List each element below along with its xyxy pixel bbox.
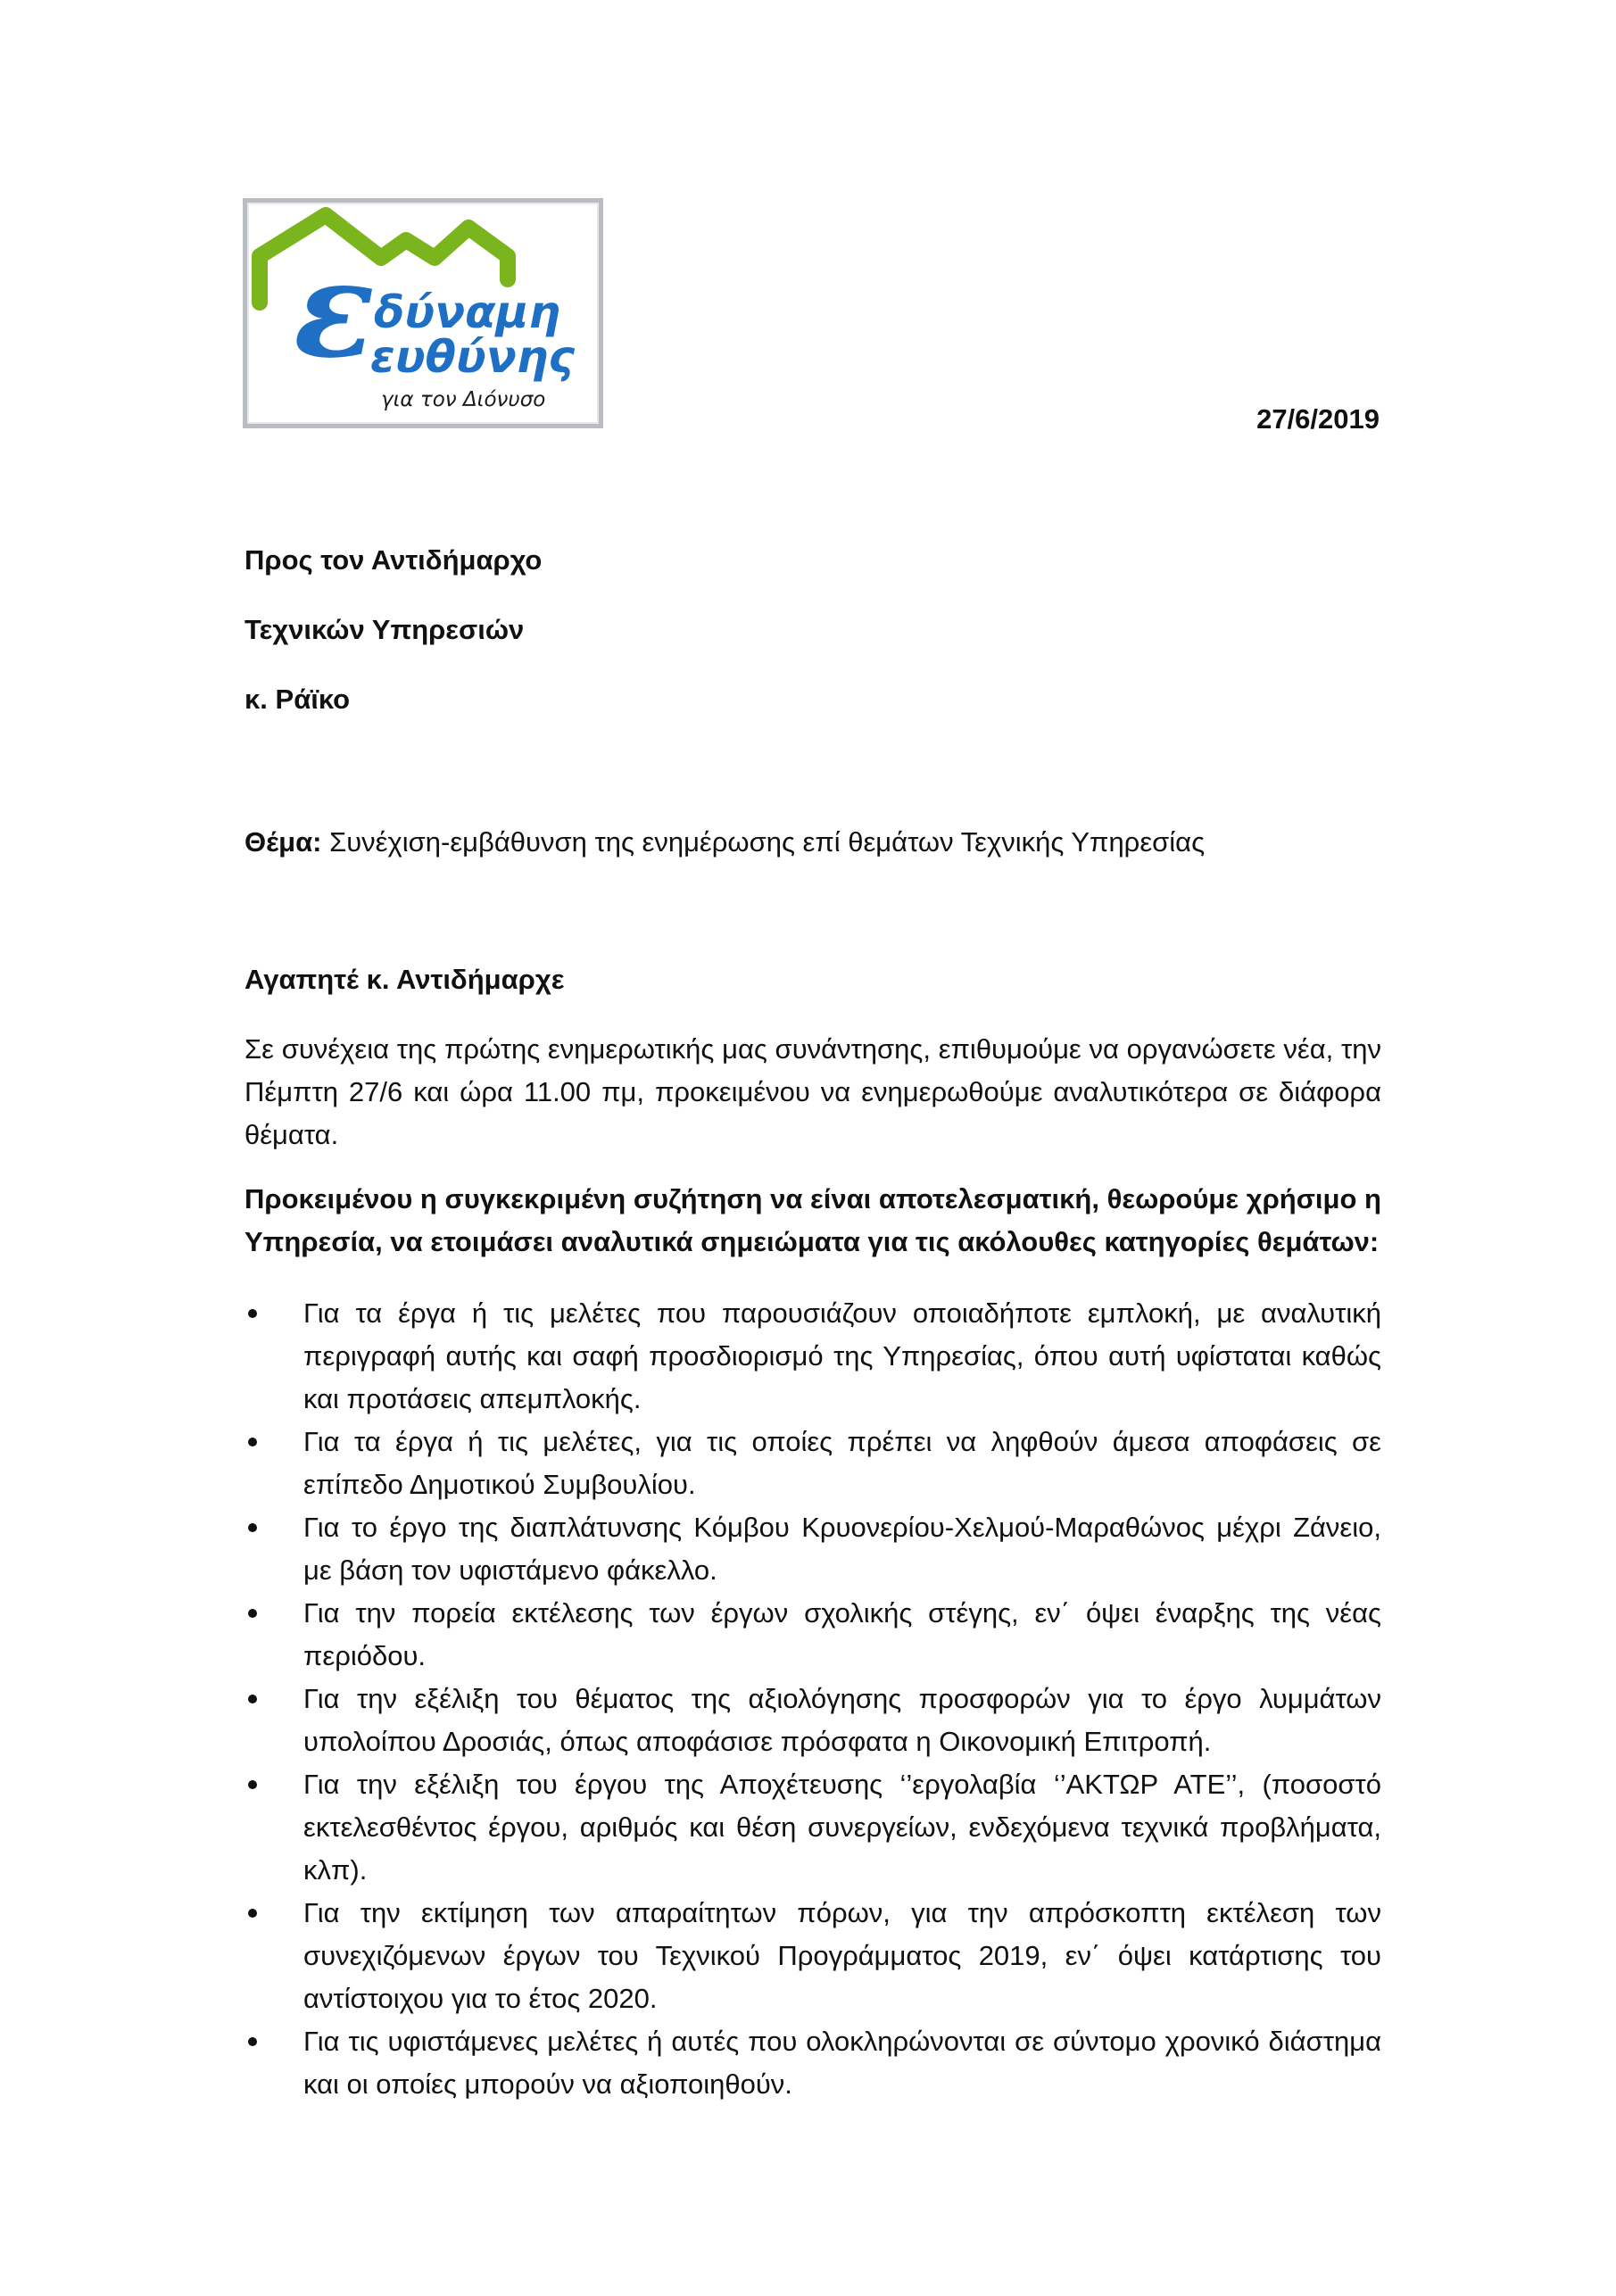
bullet-icon [248, 2037, 257, 2046]
list-item [244, 1421, 1381, 1506]
bullet-icon [248, 1309, 257, 1318]
bullet-icon [248, 1695, 257, 1703]
list-item [244, 1678, 1381, 1763]
logo-word-2: ευθύνης [370, 331, 576, 383]
logo-word-1: δύναμη [374, 286, 560, 338]
subject-label: Θέμα: [244, 826, 322, 858]
list-item-text: Για τα έργα ή τις μελέτες που παρουσιάζουν οποιαδήποτε εμπλοκή, με αναλυτική περιγραφή αυτής και σαφή προσδιορισμό της Υπηρεσίας, όπου αυτή υφίσταται καθώς και προτάσεις απεμπλοκής. [303, 1297, 1381, 1414]
bullet-icon [248, 1438, 257, 1446]
list-item [244, 1763, 1381, 1892]
logo-graphic [247, 203, 599, 424]
list-item-text: Για την εκτίμηση των απαραίτητων πόρων, για την απρόσκοπτη εκτέλεση των συνεχιζόμενων έργων του Τεχνικού Προγράμματος 2019, εν΄ όψει κατάρτισης του αντίστοιχου για το έτος 2020. [303, 1897, 1381, 2014]
list-item [244, 1506, 1381, 1592]
recipient-line-3: κ. Ράϊκο [244, 684, 351, 715]
recipient-line-1: Προς τον Αντιδήμαρχο [244, 544, 543, 576]
list-item [244, 1592, 1381, 1678]
epsilon-letter: ε [294, 231, 376, 388]
logo-tagline: για τον Διόνυσο [381, 388, 546, 411]
bullet-icon [248, 1609, 257, 1618]
request-paragraph: Προκειμένου η συγκεκριμένη συζήτηση να είναι αποτελεσματική, θεωρούμε χρήσιμο η Υπηρεσία, να ετοιμάσει αναλυτικά σημειώματα για τις ακόλουθες κατηγορίες θεμάτων: [244, 1183, 1381, 1257]
subject-text: Συνέχιση-εμβάθυνση της ενημέρωσης επί θεμάτων Τεχνικής Υπηρεσίας [321, 826, 1206, 858]
list-item-text: Για τις υφιστάμενες μελέτες ή αυτές που ολοκληρώνονται σε σύντομο χρονικό διάστημα και οι οποίες μπορούν να αξιοποιηθούν. [303, 2026, 1381, 2100]
subject-line [244, 825, 1205, 860]
list-item-text: Για την εξέλιξη του θέματος της αξιολόγησης προσφορών για το έργο λυμμάτων υπολοίπου Δροσιάς, όπως αποφάσισε πρόσφατα η Οικονομική Επιτροπή. [303, 1683, 1381, 1757]
list-item-text: Για την πορεία εκτέλεσης των έργων σχολικής στέγης, εν΄ όψει έναρξης της νέας περιόδου. [303, 1597, 1381, 1671]
intro-paragraph: Σε συνέχεια της πρώτης ενημερωτικής μας συνάντησης, επιθυμούμε να οργανώσετε νέα, την Πέμπτη 27/6 και ώρα 11.00 πμ, προκειμένου να ενημερωθούμε αναλυτικότερα σε διάφορα θέματα. [244, 1033, 1381, 1150]
bullet-icon [248, 1523, 257, 1532]
list-item-text: Για το έργο της διαπλάτυνσης Κόμβου Κρυονερίου-Χελμού-Μαραθώνος μέχρι Ζάνειο, με βάση τον υφιστάμενο φάκελλο. [303, 1512, 1381, 1586]
list-item-text: Για τα έργα ή τις μελέτες, για τις οποίες πρέπει να ληφθούν άμεσα αποφάσεις σε επίπεδο Δημοτικού Συμβουλίου. [303, 1426, 1381, 1500]
bullet-icon [248, 1909, 257, 1918]
recipient-line-2: Τεχνικών Υπηρεσιών [244, 614, 525, 645]
letter-date: 27/6/2019 [1256, 403, 1380, 435]
list-item [244, 1892, 1381, 2020]
topics-list [244, 1292, 1381, 2106]
list-item-text: Για την εξέλιξη του έργου της Αποχέτευσης ‘’εργολαβία ‘’ΑΚΤΩΡ ΑΤΕ’’, (ποσοστό εκτελεσθέντος έργου, αριθμός και θέση συνεργείων, ενδεχόμενα τεχνικά προβλήματα, κλπ). [303, 1769, 1381, 1886]
party-logo [243, 198, 603, 428]
greeting: Αγαπητέ κ. Αντιδήμαρχε [244, 964, 565, 995]
list-item [244, 2020, 1381, 2106]
bullet-icon [248, 1780, 257, 1789]
list-item [244, 1292, 1381, 1421]
